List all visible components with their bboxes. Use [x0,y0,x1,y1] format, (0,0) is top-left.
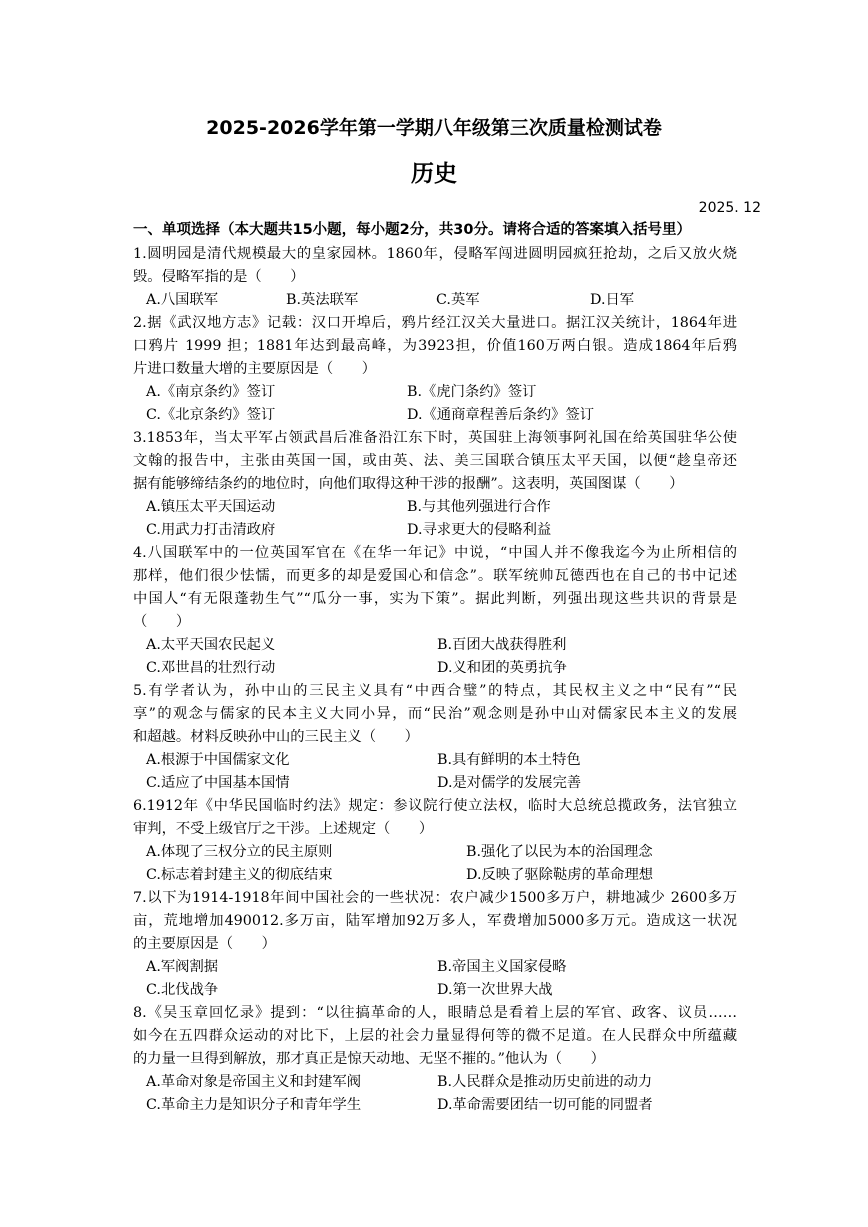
question-8-option-d: D.革命需要团结一切可能的同盟者 [437,1097,653,1113]
question-5-option-d: D.是对儒学的发展完善 [437,775,582,791]
question-6-line-1: 6.1912年《中华民国临时约法》规定：参议院行使立法权，临时大总统总揽政务，法官独立 [133,798,737,814]
question-3-line-3: 据有能够缔结条约的地位时，向他们取得这种干涉的报酬”。这表明，英国图谋（ ） [133,476,684,492]
question-4-line-1: 4.八国联军中的一位英国军官在《在华一年记》中说，“中国人并不像我迄今为止所相信的 [133,545,737,561]
exam-date: 2025. 12 [698,200,761,216]
question-7-line-2: 亩，荒地增加490012.多万亩，陆军增加92万多人，军费增加5000多万元。造成这一状况 [133,913,737,929]
question-2-option-b: B.《虎门条约》签订 [407,384,537,400]
question-5-line-2: 享”的观念与儒家的民本主义大同小异，而“民治”观念则是孙中山对儒家民本主义的发展 [133,706,737,722]
question-4-option-a: A.太平天国农民起义 [146,637,276,653]
question-4-line-2: 那样，他们很少怯懦，而更多的却是爱国心和信念”。联军统帅瓦德西也在自己的书中记述 [133,568,737,584]
question-2-line-2: 口鸦片 1999 担；1881年达到最高峰，为3923担，价值160万两白银。造成1864年后鸦 [133,338,737,354]
question-3-option-a: A.镇压太平天国运动 [146,499,276,515]
section-heading: 一、单项选择（本大题共15小题，每小题2分，共30分。请将合适的答案填入括号里） [133,222,691,238]
question-3-option-d: D.寻求更大的侵略利益 [407,522,552,538]
question-6-option-c: C.标志着封建主义的彻底结束 [146,867,333,883]
question-1-option-c: C.英军 [436,292,480,308]
question-2-option-a: A.《南京条约》签订 [146,384,276,400]
question-6-line-2: 审判，不受上级官厅之干涉。上述规定（ ） [133,821,434,837]
question-3-line-1: 3.1853年，当太平军占领武昌后准备沿江东下时，英国驻上海领事阿礼国在给英国驻华公使 [133,430,737,446]
question-5-option-c: C.适应了中国基本国情 [146,775,290,791]
question-7-option-c: C.北伐战争 [146,982,219,998]
question-1-option-a: A.八国联军 [146,292,219,308]
question-5-option-b: B.具有鲜明的本土特色 [437,752,581,768]
question-5-line-1: 5.有学者认为，孙中山的三民主义具有“中西合璧”的特点，其民权主义之中“民有”“民 [133,683,737,699]
question-8-line-1: 8.《吴玉章回忆录》提到：“以往搞革命的人，眼睛总是看着上层的军官、政客、议员…… [133,1005,737,1021]
question-2-line-1: 2.据《武汉地方志》记载：汉口开埠后，鸦片经江汉关大量进口。据江汉关统计，1864年进 [133,315,737,331]
exam-title: 2025-2026学年第一学期八年级第三次质量检测试卷 [206,117,662,139]
question-2-line-3: 片进口数量大增的主要原因是（ ） [133,361,377,377]
question-1-line-1: 1.圆明园是清代规模最大的皇家园林。1860年，侵略军闯进圆明园疯狂抢劫，之后又放火烧 [133,246,737,262]
question-1-line-2: 毁。侵略军指的是（ ） [133,269,305,285]
question-1-option-d: D.日军 [590,292,635,308]
question-7-option-a: A.军阀割据 [146,959,219,975]
question-6-option-b: B.强化了以民为本的治国理念 [466,844,653,860]
question-7-option-b: B.帝国主义国家侵略 [437,959,567,975]
question-7-line-1: 7.以下为1914-1918年间中国社会的一些状况：农户减少1500多万户，耕地减少 2600多万 [133,890,737,906]
question-4-option-d: D.义和团的英勇抗争 [437,660,567,676]
question-8-line-2: 如今在五四群众运动的对比下，上层的社会力量显得何等的微不足道。在人民群众中所蕴藏 [133,1028,737,1044]
question-2-option-d: D.《通商章程善后条约》签订 [407,407,595,423]
question-4-line-3: 中国人“有无限蓬勃生气”“瓜分一事，实为下策”。据此判断，列强出现这些共识的背景是 [133,591,737,607]
question-7-option-d: D.第一次世界大战 [437,982,553,998]
subject-title: 历史 [411,161,457,187]
question-4-line-4: （ ） [133,614,191,630]
question-6-option-a: A.体现了三权分立的民主原则 [146,844,333,860]
question-3-option-b: B.与其他列强进行合作 [407,499,551,515]
question-8-option-a: A.革命对象是帝国主义和封建军阀 [146,1074,362,1090]
question-4-option-c: C.邓世昌的壮烈行动 [146,660,276,676]
question-2-option-c: C.《北京条约》签订 [146,407,276,423]
question-8-option-b: B.人民群众是推动历史前进的动力 [437,1074,653,1090]
question-3-option-c: C.用武力打击清政府 [146,522,276,538]
question-5-option-a: A.根源于中国儒家文化 [146,752,290,768]
question-8-line-3: 的力量一旦得到解放，那才真正是惊天动地、无坚不摧的。”他认为（ ） [133,1051,605,1067]
question-6-option-d: D.反映了驱除鞑虏的革命理想 [466,867,654,883]
question-3-line-2: 文翰的报告中，主张由英国一国，或由英、法、美三国联合镇压太平天国，以便“趁皇帝还 [133,453,737,469]
question-7-line-3: 的主要原因是（ ） [133,936,276,952]
question-1-option-b: B.英法联军 [286,292,359,308]
question-4-option-b: B.百团大战获得胜利 [437,637,567,653]
question-5-line-3: 和超越。材料反映孙中山的三民主义（ ） [133,729,419,745]
question-8-option-c: C.革命主力是知识分子和青年学生 [146,1097,362,1113]
